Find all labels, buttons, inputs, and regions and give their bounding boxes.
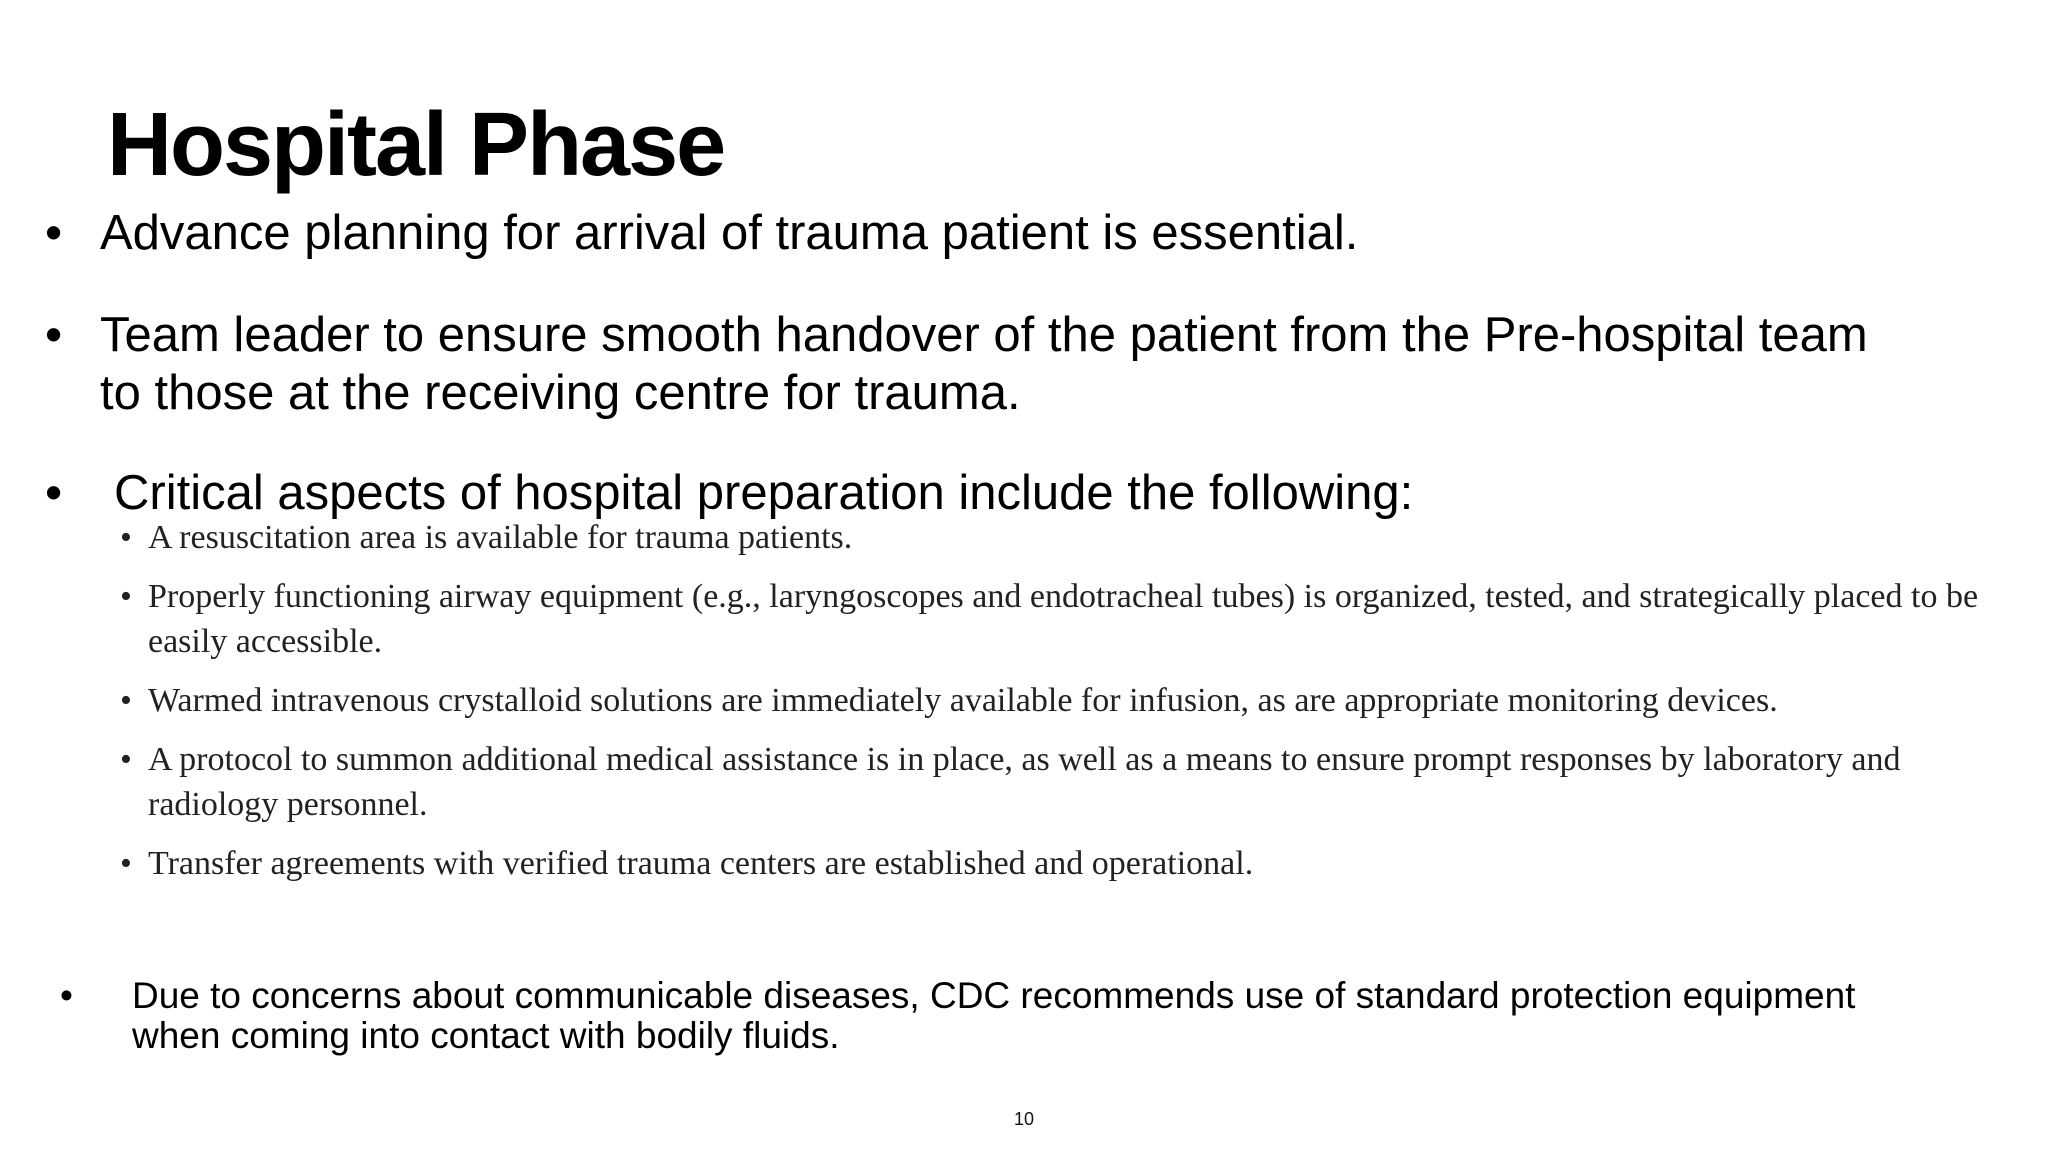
slide-title: Hospital Phase bbox=[107, 95, 725, 195]
sub-bullet-2 bbox=[120, 574, 2000, 664]
sub-bullet-5-text: Transfer agreements with verified trauma centers are established and operational. bbox=[148, 845, 1254, 882]
sub-bullet-1 bbox=[120, 515, 2000, 560]
sub-bullet-5 bbox=[120, 841, 2000, 886]
sub-bullet-1-text: A resuscitation area is available for trauma patients. bbox=[148, 519, 853, 556]
main-bullet-1-text: Advance planning for arrival of trauma patient is essential. bbox=[100, 206, 1359, 260]
main-bullet-3-text: Critical aspects of hospital preparation include the following: bbox=[114, 466, 1414, 520]
bullet-dot: • bbox=[45, 206, 63, 260]
sub-bullet-dot: • bbox=[120, 519, 132, 556]
main-bullet-4-text: Due to concerns about communicable diseases, CDC recommends use of standard protection equipment when coming into contact with bodily fluids. bbox=[132, 975, 1856, 1056]
sub-bullet-4-text: A protocol to summon additional medical assistance is in place, as well as a means to ensure prompt responses by laboratory and radiology personnel. bbox=[148, 741, 1901, 823]
sub-bullet-4 bbox=[120, 737, 2000, 827]
main-bullet-2 bbox=[45, 306, 1900, 422]
main-bullet-1 bbox=[45, 204, 1900, 262]
main-bullet-4 bbox=[60, 975, 1932, 1056]
bullet-dot: • bbox=[45, 308, 63, 362]
bullet-dot: • bbox=[60, 975, 73, 1016]
sub-bullet-dot: • bbox=[120, 682, 132, 719]
sub-bullet-dot: • bbox=[120, 741, 132, 778]
sub-bullet-3 bbox=[120, 678, 2000, 723]
main-bullet-2-text: Team leader to ensure smooth handover of the patient from the Pre-hospital team to those at the receiving centre for trauma. bbox=[100, 308, 1868, 420]
sub-bullet-dot: • bbox=[120, 845, 132, 882]
bullet-dot: • bbox=[45, 466, 63, 520]
sub-bullet-dot: • bbox=[120, 578, 132, 615]
sub-bullet-list bbox=[120, 515, 2000, 900]
page-number: 10 bbox=[1013, 1109, 1035, 1129]
sub-bullet-2-text: Properly functioning airway equipment (e.g., laryngoscopes and endotracheal tubes) is organized, tested, and strategically placed to be easily accessible. bbox=[148, 578, 1979, 660]
sub-bullet-3-text: Warmed intravenous crystalloid solutions are immediately available for infusion, as are appropriate monitoring devices. bbox=[148, 682, 1778, 719]
main-bullet-3 bbox=[45, 464, 1914, 522]
